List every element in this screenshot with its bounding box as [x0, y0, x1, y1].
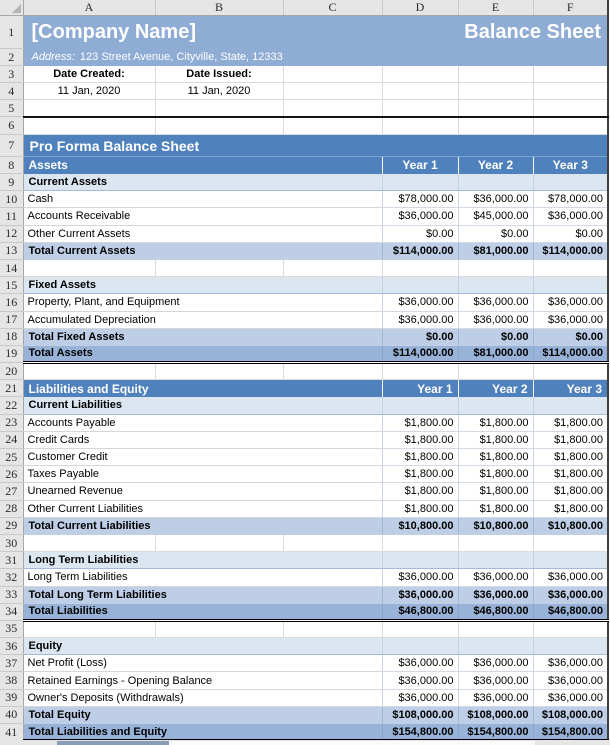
- row-header-39[interactable]: 39: [0, 689, 23, 706]
- cell-D14[interactable]: [382, 259, 458, 276]
- cell-B14[interactable]: [155, 259, 283, 276]
- cell-label-retained-earnings-opening-balance[interactable]: Retained Earnings - Opening Balance: [23, 672, 382, 689]
- row-header-21[interactable]: 21: [0, 380, 23, 397]
- row-header-15[interactable]: 15: [0, 277, 23, 294]
- cell-D15[interactable]: [382, 277, 458, 294]
- cell-F14[interactable]: [533, 259, 608, 276]
- cell-F10[interactable]: $78,000.00: [533, 191, 608, 208]
- cell-D24[interactable]: $1,800.00: [382, 431, 458, 448]
- cell-label-fixed-assets[interactable]: Fixed Assets: [23, 277, 382, 294]
- cell-D30[interactable]: [382, 534, 458, 551]
- cell-F6[interactable]: [533, 117, 608, 135]
- bottom-edge: [0, 740, 610, 745]
- cell-D27[interactable]: $1,800.00: [382, 483, 458, 500]
- date-issued-value[interactable]: 11 Jan, 2020: [155, 83, 283, 100]
- row-header-34[interactable]: 34: [0, 603, 23, 620]
- cell-E34[interactable]: $46,800.00: [458, 603, 533, 620]
- cell-E13[interactable]: $81,000.00: [458, 242, 533, 259]
- cell-F22[interactable]: [533, 397, 608, 414]
- cell-C14[interactable]: [283, 259, 382, 276]
- cell-D23[interactable]: $1,800.00: [382, 414, 458, 431]
- row-header-24[interactable]: 24: [0, 431, 23, 448]
- cell-label-net-profit-loss[interactable]: Net Profit (Loss): [23, 655, 382, 672]
- cell-E24[interactable]: $1,800.00: [458, 431, 533, 448]
- cell-F26[interactable]: $1,800.00: [533, 466, 608, 483]
- row-header-1[interactable]: 1: [0, 16, 23, 49]
- cell-D28[interactable]: $1,800.00: [382, 500, 458, 517]
- row-header-35[interactable]: 35: [0, 620, 23, 637]
- cell-E6[interactable]: [458, 117, 533, 135]
- cell-D41[interactable]: $154,800.00: [382, 724, 458, 741]
- cell-label-accumulated-depreciation[interactable]: Accumulated Depreciation: [23, 311, 382, 328]
- company-name[interactable]: [Company Name]: [31, 20, 196, 43]
- cell-F9[interactable]: [533, 174, 608, 191]
- row-header-27[interactable]: 27: [0, 483, 23, 500]
- cell-E12[interactable]: $0.00: [458, 225, 533, 242]
- cell-E11[interactable]: $45,000.00: [458, 208, 533, 225]
- cell-C35[interactable]: [283, 620, 382, 637]
- row-header-41[interactable]: 41: [0, 724, 23, 741]
- cell-E36[interactable]: [458, 638, 533, 655]
- cell-E28[interactable]: $1,800.00: [458, 500, 533, 517]
- cell-label-current-assets[interactable]: Current Assets: [23, 174, 382, 191]
- address-line[interactable]: [23, 49, 608, 66]
- cell-D40[interactable]: $108,000.00: [382, 706, 458, 723]
- cell-D29[interactable]: $10,800.00: [382, 517, 458, 534]
- cell-F19[interactable]: $114,000.00: [533, 345, 608, 362]
- cell-C3[interactable]: [283, 66, 382, 83]
- cell-E31[interactable]: [458, 552, 533, 569]
- cell-B20[interactable]: [155, 363, 283, 380]
- cell-label-total-current-assets[interactable]: Total Current Assets: [23, 242, 382, 259]
- cell-label-other-current-liabilities[interactable]: Other Current Liabilities: [23, 500, 382, 517]
- cell-E23[interactable]: $1,800.00: [458, 414, 533, 431]
- cell-F33[interactable]: $36,000.00: [533, 586, 608, 603]
- cell-D39[interactable]: $36,000.00: [382, 689, 458, 706]
- cell-label-credit-cards[interactable]: Credit Cards: [23, 431, 382, 448]
- column-header-A[interactable]: A: [23, 0, 155, 16]
- cell-F23[interactable]: $1,800.00: [533, 414, 608, 431]
- year-header-1-row8[interactable]: Year 1: [382, 157, 458, 174]
- row-header-13[interactable]: 13: [0, 242, 23, 259]
- cell-E32[interactable]: $36,000.00: [458, 569, 533, 586]
- cell-E10[interactable]: $36,000.00: [458, 191, 533, 208]
- cell-E20[interactable]: [458, 363, 533, 380]
- column-header-B[interactable]: B: [155, 0, 283, 16]
- cell-D9[interactable]: [382, 174, 458, 191]
- cell-label-total-equity[interactable]: Total Equity: [23, 706, 382, 723]
- cell-E41[interactable]: $154,800.00: [458, 724, 533, 741]
- bottom-edge-segment: [169, 741, 535, 745]
- select-all-corner[interactable]: [0, 0, 23, 16]
- cell-C5[interactable]: [283, 100, 382, 117]
- row-header-20[interactable]: 20: [0, 363, 23, 380]
- row-header-18[interactable]: 18: [0, 328, 23, 345]
- cell-D36[interactable]: [382, 638, 458, 655]
- cell-label-current-liabilities[interactable]: Current Liabilities: [23, 397, 382, 414]
- cell-F32[interactable]: $36,000.00: [533, 569, 608, 586]
- cell-E38[interactable]: $36,000.00: [458, 672, 533, 689]
- cell-E3[interactable]: [458, 66, 533, 83]
- cell-F4[interactable]: [533, 83, 608, 100]
- cell-C4[interactable]: [283, 83, 382, 100]
- cell-D22[interactable]: [382, 397, 458, 414]
- column-header-C[interactable]: C: [283, 0, 382, 16]
- cell-D5[interactable]: [382, 100, 458, 117]
- cell-D17[interactable]: $36,000.00: [382, 311, 458, 328]
- column-header-F[interactable]: F: [533, 0, 608, 16]
- cell-D10[interactable]: $78,000.00: [382, 191, 458, 208]
- row-header-29[interactable]: 29: [0, 517, 23, 534]
- cell-E39[interactable]: $36,000.00: [458, 689, 533, 706]
- row-header-30[interactable]: 30: [0, 534, 23, 551]
- cell-E17[interactable]: $36,000.00: [458, 311, 533, 328]
- date-created-value[interactable]: 11 Jan, 2020: [23, 83, 155, 100]
- cell-E16[interactable]: $36,000.00: [458, 294, 533, 311]
- cell-C20[interactable]: [283, 363, 382, 380]
- cell-label-long-term-liabilities[interactable]: Long Term Liabilities: [23, 569, 382, 586]
- row-header-5[interactable]: 5: [0, 100, 23, 117]
- cell-label-total-long-term-liabilities[interactable]: Total Long Term Liabilities: [23, 586, 382, 603]
- cell-F3[interactable]: [533, 66, 608, 83]
- cell-D26[interactable]: $1,800.00: [382, 466, 458, 483]
- cell-F16[interactable]: $36,000.00: [533, 294, 608, 311]
- row-header-32[interactable]: 32: [0, 569, 23, 586]
- title-banner: [23, 16, 608, 49]
- year-header-3-row8[interactable]: Year 3: [533, 157, 608, 174]
- cell-F15[interactable]: [533, 277, 608, 294]
- row-header-22[interactable]: 22: [0, 397, 23, 414]
- cell-F20[interactable]: [533, 363, 608, 380]
- row-header-3[interactable]: 3: [0, 66, 23, 83]
- cell-B30[interactable]: [155, 534, 283, 551]
- row-header-26[interactable]: 26: [0, 466, 23, 483]
- row-header-38[interactable]: 38: [0, 672, 23, 689]
- address-label: Address:: [31, 51, 75, 63]
- row-header-8[interactable]: 8: [0, 157, 23, 174]
- cell-A20[interactable]: [23, 363, 155, 380]
- bottom-edge-segment: [57, 741, 169, 745]
- cell-D12[interactable]: $0.00: [382, 225, 458, 242]
- cell-label-equity[interactable]: Equity: [23, 638, 382, 655]
- cell-E33[interactable]: $36,000.00: [458, 586, 533, 603]
- cell-F28[interactable]: $1,800.00: [533, 500, 608, 517]
- row-header-40[interactable]: 40: [0, 706, 23, 723]
- cell-A5[interactable]: [23, 100, 155, 117]
- column-header-E[interactable]: E: [458, 0, 533, 16]
- cell-B5[interactable]: [155, 100, 283, 117]
- row-header-6[interactable]: 6: [0, 117, 23, 135]
- cell-D32[interactable]: $36,000.00: [382, 569, 458, 586]
- cell-D38[interactable]: $36,000.00: [382, 672, 458, 689]
- cell-F17[interactable]: $36,000.00: [533, 311, 608, 328]
- row-header-14[interactable]: 14: [0, 259, 23, 276]
- cell-E18[interactable]: $0.00: [458, 328, 533, 345]
- cell-F29[interactable]: $10,800.00: [533, 517, 608, 534]
- cell-D3[interactable]: [382, 66, 458, 83]
- cell-F38[interactable]: $36,000.00: [533, 672, 608, 689]
- cell-D37[interactable]: $36,000.00: [382, 655, 458, 672]
- cell-A14[interactable]: [23, 259, 155, 276]
- cell-label-total-liabilities-and-equity[interactable]: Total Liabilities and Equity: [23, 724, 382, 741]
- year-header-2-row8[interactable]: Year 2: [458, 157, 533, 174]
- cell-label-cash[interactable]: Cash: [23, 191, 382, 208]
- row-header-28[interactable]: 28: [0, 500, 23, 517]
- cell-D18[interactable]: $0.00: [382, 328, 458, 345]
- row-header-23[interactable]: 23: [0, 414, 23, 431]
- cell-B6[interactable]: [155, 117, 283, 135]
- cell-C6[interactable]: [283, 117, 382, 135]
- row-header-17[interactable]: 17: [0, 311, 23, 328]
- cell-F24[interactable]: $1,800.00: [533, 431, 608, 448]
- cell-D13[interactable]: $114,000.00: [382, 242, 458, 259]
- cell-A30[interactable]: [23, 534, 155, 551]
- row-header-16[interactable]: 16: [0, 294, 23, 311]
- row-header-12[interactable]: 12: [0, 225, 23, 242]
- cell-D31[interactable]: [382, 552, 458, 569]
- cell-D4[interactable]: [382, 83, 458, 100]
- cell-E26[interactable]: $1,800.00: [458, 466, 533, 483]
- cell-A35[interactable]: [23, 620, 155, 637]
- cell-E35[interactable]: [458, 620, 533, 637]
- column-header-D[interactable]: D: [382, 0, 458, 16]
- cell-F37[interactable]: $36,000.00: [533, 655, 608, 672]
- cell-label-property-plant-and-equipment[interactable]: Property, Plant, and Equipment: [23, 294, 382, 311]
- cell-F12[interactable]: $0.00: [533, 225, 608, 242]
- cell-label-total-assets[interactable]: Total Assets: [23, 345, 382, 362]
- cell-E5[interactable]: [458, 100, 533, 117]
- row-header-10[interactable]: 10: [0, 191, 23, 208]
- cell-B35[interactable]: [155, 620, 283, 637]
- cell-label-long-term-liabilities[interactable]: Long Term Liabilities: [23, 552, 382, 569]
- cell-F39[interactable]: $36,000.00: [533, 689, 608, 706]
- cell-F27[interactable]: $1,800.00: [533, 483, 608, 500]
- cell-label-customer-credit[interactable]: Customer Credit: [23, 449, 382, 466]
- year-header-3-row21[interactable]: Year 3: [533, 380, 608, 397]
- row-header-37[interactable]: 37: [0, 655, 23, 672]
- cell-F11[interactable]: $36,000.00: [533, 208, 608, 225]
- sheet-title[interactable]: Pro Forma Balance Sheet: [23, 135, 608, 157]
- date-created-label[interactable]: Date Created:: [23, 66, 155, 83]
- cell-E4[interactable]: [458, 83, 533, 100]
- row-header-9[interactable]: 9: [0, 174, 23, 191]
- row-header-2[interactable]: 2: [0, 49, 23, 66]
- cell-C30[interactable]: [283, 534, 382, 551]
- cell-E29[interactable]: $10,800.00: [458, 517, 533, 534]
- row-header-33[interactable]: 33: [0, 586, 23, 603]
- cell-F5[interactable]: [533, 100, 608, 117]
- section-header-liabilities-and-equity[interactable]: Liabilities and Equity: [23, 380, 382, 397]
- cell-label-total-current-liabilities[interactable]: Total Current Liabilities: [23, 517, 382, 534]
- row-header-36[interactable]: 36: [0, 638, 23, 655]
- cell-E9[interactable]: [458, 174, 533, 191]
- row-header-7[interactable]: 7: [0, 135, 23, 157]
- cell-D11[interactable]: $36,000.00: [382, 208, 458, 225]
- cell-D20[interactable]: [382, 363, 458, 380]
- cell-D35[interactable]: [382, 620, 458, 637]
- address-value: 123 Street Avenue, Cityville, State, 12333: [79, 51, 283, 63]
- cell-D19[interactable]: $114,000.00: [382, 345, 458, 362]
- cell-E15[interactable]: [458, 277, 533, 294]
- cell-F31[interactable]: [533, 552, 608, 569]
- cell-D16[interactable]: $36,000.00: [382, 294, 458, 311]
- cell-E37[interactable]: $36,000.00: [458, 655, 533, 672]
- cell-A6[interactable]: [23, 117, 155, 135]
- cell-F30[interactable]: [533, 534, 608, 551]
- cell-label-owner-s-deposits-withdrawals[interactable]: Owner's Deposits (Withdrawals): [23, 689, 382, 706]
- section-header-assets[interactable]: Assets: [23, 157, 382, 174]
- year-header-2-row21[interactable]: Year 2: [458, 380, 533, 397]
- cell-E14[interactable]: [458, 259, 533, 276]
- cell-label-taxes-payable[interactable]: Taxes Payable: [23, 466, 382, 483]
- cell-D34[interactable]: $46,800.00: [382, 603, 458, 620]
- cell-label-accounts-receivable[interactable]: Accounts Receivable: [23, 208, 382, 225]
- cell-D6[interactable]: [382, 117, 458, 135]
- date-issued-label[interactable]: Date Issued:: [155, 66, 283, 83]
- cell-F41[interactable]: $154,800.00: [533, 724, 608, 741]
- cell-D33[interactable]: $36,000.00: [382, 586, 458, 603]
- cell-F36[interactable]: [533, 638, 608, 655]
- cell-label-total-fixed-assets[interactable]: Total Fixed Assets: [23, 328, 382, 345]
- cell-E19[interactable]: $81,000.00: [458, 345, 533, 362]
- year-header-1-row21[interactable]: Year 1: [382, 380, 458, 397]
- cell-E25[interactable]: $1,800.00: [458, 449, 533, 466]
- cell-label-total-liabilities[interactable]: Total Liabilities: [23, 603, 382, 620]
- row-header-25[interactable]: 25: [0, 449, 23, 466]
- cell-label-other-current-assets[interactable]: Other Current Assets: [23, 225, 382, 242]
- cell-D25[interactable]: $1,800.00: [382, 449, 458, 466]
- row-header-4[interactable]: 4: [0, 83, 23, 100]
- cell-F25[interactable]: $1,800.00: [533, 449, 608, 466]
- cell-E27[interactable]: $1,800.00: [458, 483, 533, 500]
- cell-F13[interactable]: $114,000.00: [533, 242, 608, 259]
- cell-label-unearned-revenue[interactable]: Unearned Revenue: [23, 483, 382, 500]
- row-header-11[interactable]: 11: [0, 208, 23, 225]
- cell-E40[interactable]: $108,000.00: [458, 706, 533, 723]
- row-header-31[interactable]: 31: [0, 552, 23, 569]
- cell-label-accounts-payable[interactable]: Accounts Payable: [23, 414, 382, 431]
- cell-F34[interactable]: $46,800.00: [533, 603, 608, 620]
- cell-F35[interactable]: [533, 620, 608, 637]
- document-title: Balance Sheet: [464, 20, 601, 43]
- cell-E22[interactable]: [458, 397, 533, 414]
- cell-F40[interactable]: $108,000.00: [533, 706, 608, 723]
- cell-E30[interactable]: [458, 534, 533, 551]
- row-header-19[interactable]: 19: [0, 345, 23, 362]
- cell-F18[interactable]: $0.00: [533, 328, 608, 345]
